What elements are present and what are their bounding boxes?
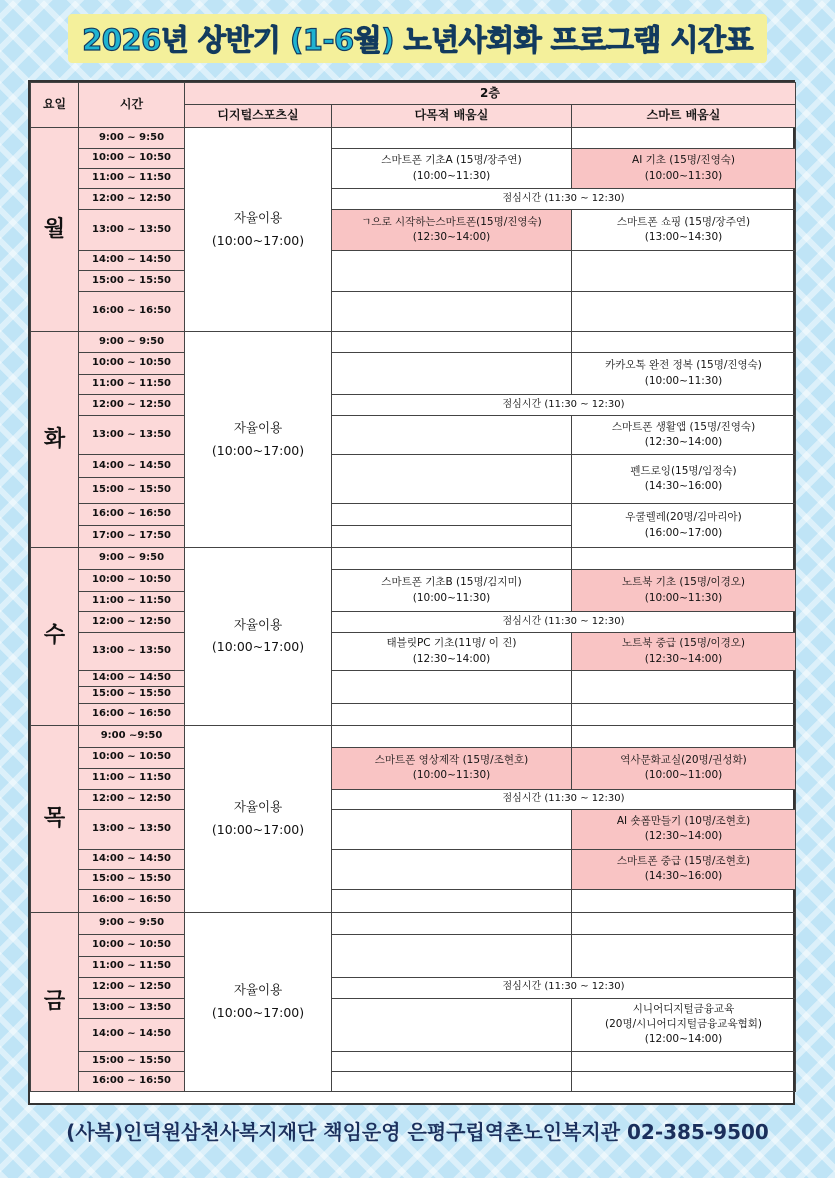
program-time: (10:00~11:00) — [644, 769, 723, 781]
empty-cell — [572, 292, 796, 332]
empty-cell — [332, 998, 572, 1051]
program-cell — [572, 849, 796, 889]
empty-cell — [332, 416, 572, 455]
time-slot: 16:00 ~ 16:50 — [79, 1071, 185, 1091]
day-label-fri: 금 — [31, 912, 79, 1091]
program-name: 노트북 기초 (15명/이경오) — [621, 576, 746, 589]
time-slot: 13:00 ~ 13:50 — [79, 998, 185, 1018]
program-time: (14:30~16:00) — [644, 480, 723, 492]
self-use-label: 자율이용 — [233, 799, 283, 814]
day-label-thu: 목 — [31, 725, 79, 912]
self-use-label: 자율이용 — [233, 616, 283, 632]
program-time: (10:00~11:30) — [412, 769, 491, 781]
empty-cell — [332, 725, 572, 747]
empty-cell — [332, 1051, 572, 1071]
timetable — [28, 80, 795, 1105]
empty-cell — [572, 548, 796, 570]
program-extra: (20명/시니어디지털금융교육협회) — [605, 1017, 762, 1030]
empty-cell — [332, 912, 572, 934]
time-slot: 15:00 ~ 15:50 — [79, 869, 185, 889]
lunch-cell: 점심시간 (11:30 ~ 12:30) — [332, 612, 796, 633]
self-use-time: (10:00~17:00) — [211, 1004, 305, 1020]
program-name: 스마트폰 쇼핑 (15명/장주연) — [616, 215, 751, 228]
program-cell — [572, 570, 796, 612]
time-slot: 13:00 ~ 13:50 — [79, 210, 185, 251]
self-use-label: 자율이용 — [233, 420, 283, 435]
time-slot: 10:00 ~ 10:50 — [79, 149, 185, 169]
program-name: 우쿨렐레(20명/김마리아) — [625, 511, 742, 524]
empty-cell — [572, 251, 796, 292]
program-name: 스마트폰 기초B (15명/김지미) — [381, 576, 522, 589]
program-time: (10:00~11:30) — [412, 591, 491, 604]
header-time: 시간 — [79, 83, 185, 128]
program-name: 노트북 중급 (15명/이경오) — [621, 637, 746, 650]
self-use-cell — [185, 725, 332, 912]
time-slot: 13:00 ~ 13:50 — [79, 416, 185, 455]
program-name: AI 기초 (15명/진영숙) — [632, 154, 735, 167]
program-name: ㄱ으로 시작하는스마트폰(15명/진영숙) — [361, 215, 542, 228]
page-title — [0, 14, 835, 63]
program-cell — [332, 210, 572, 251]
program-name: 스마트폰 생활앱 (15명/진영숙) — [611, 420, 756, 433]
time-slot: 9:00 ~9:50 — [79, 725, 185, 747]
time-slot: 12:00 ~ 12:50 — [79, 977, 185, 998]
time-slot: 14:00 ~ 14:50 — [79, 1018, 185, 1051]
time-slot: 10:00 ~ 10:50 — [79, 934, 185, 956]
program-cell — [572, 416, 796, 455]
lunch-cell: 점심시간 (11:30 ~ 12:30) — [332, 395, 796, 416]
self-use-time: (10:00~17:00) — [211, 639, 305, 655]
time-slot: 10:00 ~ 10:50 — [79, 353, 185, 375]
time-slot: 10:00 ~ 10:50 — [79, 570, 185, 592]
empty-cell — [572, 889, 796, 912]
time-slot: 14:00 ~ 14:50 — [79, 671, 185, 687]
program-cell — [572, 633, 796, 671]
self-use-time: (10:00~17:00) — [211, 821, 305, 837]
empty-cell — [332, 889, 572, 912]
empty-cell — [332, 353, 572, 395]
self-use-cell — [185, 912, 332, 1091]
empty-cell — [572, 671, 796, 704]
empty-cell — [332, 934, 572, 977]
time-slot: 17:00 ~ 17:50 — [79, 526, 185, 548]
header-day: 요일 — [31, 83, 79, 128]
empty-cell — [572, 934, 796, 977]
empty-cell — [572, 725, 796, 747]
time-slot: 16:00 ~ 16:50 — [79, 504, 185, 526]
program-time: (14:30~16:00) — [644, 870, 723, 882]
empty-cell — [332, 671, 572, 704]
time-slot: 9:00 ~ 9:50 — [79, 128, 185, 149]
program-name: 펜드로잉(15명/임정숙) — [630, 464, 737, 477]
footer-contact: (사복)인덕원삼천사복지재단 책임운영 은평구립역촌노인복지관 02-385-9500 — [66, 1120, 769, 1144]
self-use-cell — [185, 548, 332, 726]
empty-cell — [332, 849, 572, 889]
program-name: AI 숏폼만들기 (10명/조현호) — [616, 814, 751, 827]
program-time: (10:00~11:30) — [644, 374, 723, 387]
program-time: (12:30~14:00) — [412, 231, 491, 243]
empty-cell — [332, 292, 572, 332]
program-time: (10:00~11:30) — [644, 591, 723, 604]
time-slot: 14:00 ~ 14:50 — [79, 455, 185, 478]
self-use-cell — [185, 128, 332, 332]
program-name: 태블릿PC 기초(11명/ 이 진) — [386, 637, 517, 650]
empty-cell — [332, 703, 572, 725]
program-name: 역사문화교실(20명/권성화) — [620, 753, 747, 766]
time-slot: 15:00 ~ 15:50 — [79, 478, 185, 504]
time-slot: 12:00 ~ 12:50 — [79, 189, 185, 210]
program-time: (12:30~14:00) — [644, 436, 723, 448]
time-slot: 9:00 ~ 9:50 — [79, 332, 185, 353]
header-floor: 2층 — [185, 83, 796, 105]
time-slot: 15:00 ~ 15:50 — [79, 1051, 185, 1071]
program-time: (12:00~14:00) — [644, 1033, 723, 1046]
empty-cell — [572, 332, 796, 353]
empty-cell — [332, 548, 572, 570]
program-cell — [332, 149, 572, 189]
time-slot: 16:00 ~ 16:50 — [79, 889, 185, 912]
time-slot: 15:00 ~ 15:50 — [79, 686, 185, 703]
empty-cell — [332, 455, 572, 504]
program-cell — [572, 998, 796, 1051]
time-slot: 13:00 ~ 13:50 — [79, 809, 185, 849]
time-slot: 11:00 ~ 11:50 — [79, 956, 185, 977]
empty-cell — [332, 251, 572, 292]
lunch-cell: 점심시간 (11:30 ~ 12:30) — [332, 189, 796, 210]
self-use-label: 자율이용 — [233, 210, 283, 225]
empty-cell — [572, 703, 796, 725]
program-cell — [332, 633, 572, 671]
time-slot: 16:00 ~ 16:50 — [79, 703, 185, 725]
day-label-tue: 화 — [31, 332, 79, 548]
self-use-label: 자율이용 — [233, 982, 283, 997]
day-label-wed: 수 — [31, 548, 79, 726]
program-time: (12:30~14:00) — [644, 830, 723, 842]
program-time: (12:30~14:00) — [412, 652, 491, 665]
lunch-cell: 점심시간 (11:30 ~ 12:30) — [332, 977, 796, 998]
empty-cell — [332, 128, 572, 149]
time-slot: 14:00 ~ 14:50 — [79, 849, 185, 869]
program-name: 스마트폰 기초A (15명/장주연) — [381, 154, 522, 167]
header-room-smart: 스마트 배움실 — [572, 105, 796, 128]
empty-cell — [572, 1071, 796, 1091]
empty-cell — [572, 1051, 796, 1071]
time-slot: 12:00 ~ 12:50 — [79, 789, 185, 809]
program-cell — [572, 504, 796, 548]
empty-cell — [332, 504, 572, 526]
time-slot: 15:00 ~ 15:50 — [79, 271, 185, 292]
program-time: (10:00~11:30) — [412, 169, 491, 182]
self-use-time: (10:00~17:00) — [211, 232, 305, 248]
program-time: (10:00~11:30) — [644, 169, 723, 182]
time-slot: 13:00 ~ 13:50 — [79, 633, 185, 671]
time-slot: 11:00 ~ 11:50 — [79, 375, 185, 395]
lunch-cell: 점심시간 (11:30 ~ 12:30) — [332, 789, 796, 809]
day-label-mon: 월 — [31, 128, 79, 332]
program-cell — [572, 210, 796, 251]
time-slot: 10:00 ~ 10:50 — [79, 747, 185, 768]
self-use-time: (10:00~17:00) — [211, 442, 305, 458]
program-cell — [572, 149, 796, 189]
empty-cell — [332, 1071, 572, 1091]
empty-cell — [572, 128, 796, 149]
program-name: 스마트폰 영상제작 (15명/조현호) — [374, 753, 529, 766]
program-cell — [332, 570, 572, 612]
program-cell — [572, 353, 796, 395]
time-slot: 12:00 ~ 12:50 — [79, 395, 185, 416]
program-cell — [572, 809, 796, 849]
time-slot: 11:00 ~ 11:50 — [79, 768, 185, 789]
time-slot: 11:00 ~ 11:50 — [79, 592, 185, 612]
time-slot: 11:00 ~ 11:50 — [79, 169, 185, 189]
title-text: 2026년 상반기 (1-6월) 노년사회화 프로그램 시간표 — [68, 14, 767, 63]
program-name: 시니어디지털금융교육 — [632, 1002, 735, 1015]
program-time: (12:30~14:00) — [644, 652, 723, 665]
empty-cell — [332, 332, 572, 353]
program-time: (13:00~14:30) — [644, 231, 723, 243]
time-slot: 16:00 ~ 16:50 — [79, 292, 185, 332]
time-slot: 9:00 ~ 9:50 — [79, 548, 185, 570]
self-use-cell — [185, 332, 332, 548]
program-cell — [572, 455, 796, 504]
time-slot: 14:00 ~ 14:50 — [79, 251, 185, 271]
schedule-table — [30, 82, 796, 1092]
program-cell — [332, 747, 572, 789]
empty-cell — [332, 809, 572, 849]
header-room-multipurpose: 다목적 배움실 — [332, 105, 572, 128]
program-cell — [572, 747, 796, 789]
empty-cell — [572, 912, 796, 934]
header-room-digital-sports: 디지털스포츠실 — [185, 105, 332, 128]
time-slot: 9:00 ~ 9:50 — [79, 912, 185, 934]
program-name: 카카오톡 완전 정복 (15명/진영숙) — [605, 359, 762, 372]
program-name: 스마트폰 중급 (15명/조현호) — [616, 854, 751, 867]
program-time: (16:00~17:00) — [644, 526, 723, 539]
empty-cell — [332, 526, 572, 548]
time-slot: 12:00 ~ 12:50 — [79, 612, 185, 633]
